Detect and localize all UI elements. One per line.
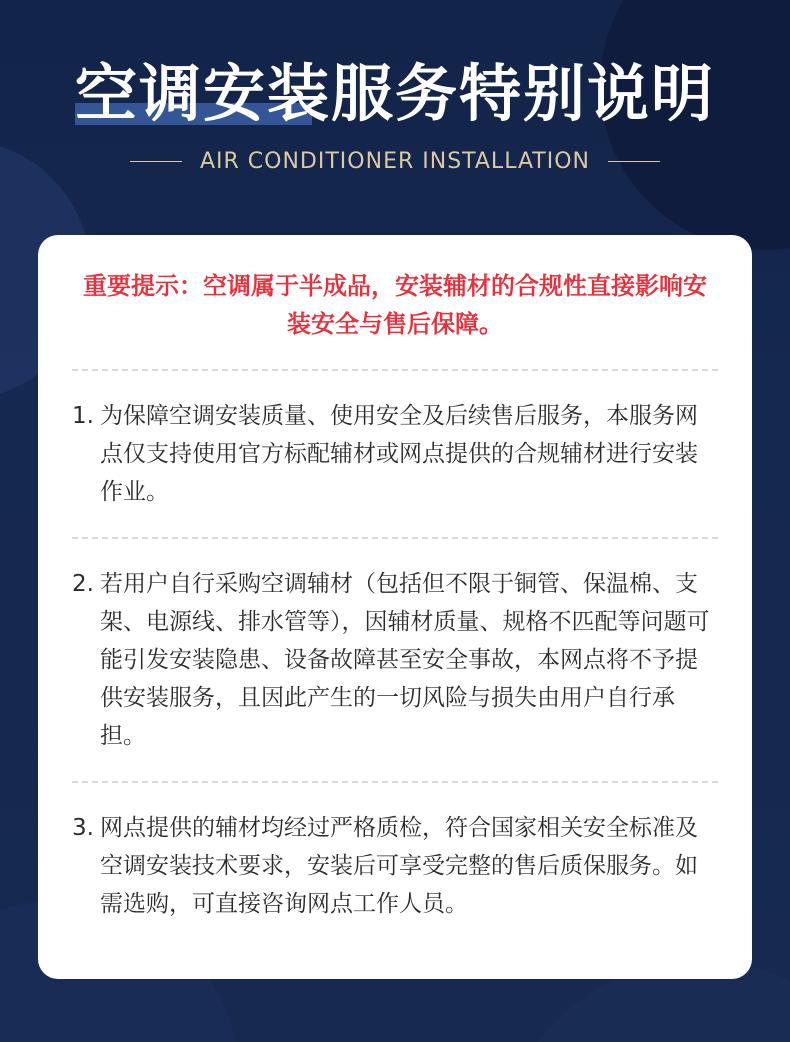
item-number: 3. (72, 815, 94, 841)
subtitle-row (0, 146, 790, 176)
subtitle-text: AIR CONDITIONER INSTALLATION (199, 148, 590, 174)
subtitle-right-line (608, 161, 660, 162)
divider (72, 781, 718, 783)
notice-card (38, 235, 752, 979)
divider (72, 369, 718, 371)
page-title-text: 空调安装服务特别说明 (74, 57, 715, 130)
item-number: 1. (72, 403, 94, 429)
divider (72, 537, 718, 539)
notice-item-1 (72, 397, 718, 511)
important-notice: 重要提示：空调属于半成品，安装辅材的合规性直接影响安装安全与售后保障。 (83, 272, 707, 338)
title-section (0, 58, 790, 130)
item-text: 网点提供的辅材均经过严格质检，符合国家相关安全标准及空调安装技术要求，安装后可享受完整的售后质保服务。如需选购，可直接咨询网点工作人员。 (100, 815, 698, 917)
notice-item-2 (72, 565, 718, 755)
notice-item-3 (72, 809, 718, 923)
item-text: 若用户自行采购空调辅材（包括但不限于铜管、保温棉、支架、电源线、排水管等），因辅材质量、规格不匹配等问题可能引发安装隐患、设备故障甚至安全事故，本网点将不予提供安装服务，且因此产生的一切风险与损失由用户自行承担。 (100, 571, 710, 749)
subtitle-left-line (130, 161, 182, 162)
page-title (75, 58, 715, 130)
item-text: 为保障空调安装质量、使用安全及后续售后服务，本服务网点仅支持使用官方标配辅材或网点提供的合规辅材进行安装作业。 (100, 403, 698, 505)
item-number: 2. (72, 571, 94, 597)
